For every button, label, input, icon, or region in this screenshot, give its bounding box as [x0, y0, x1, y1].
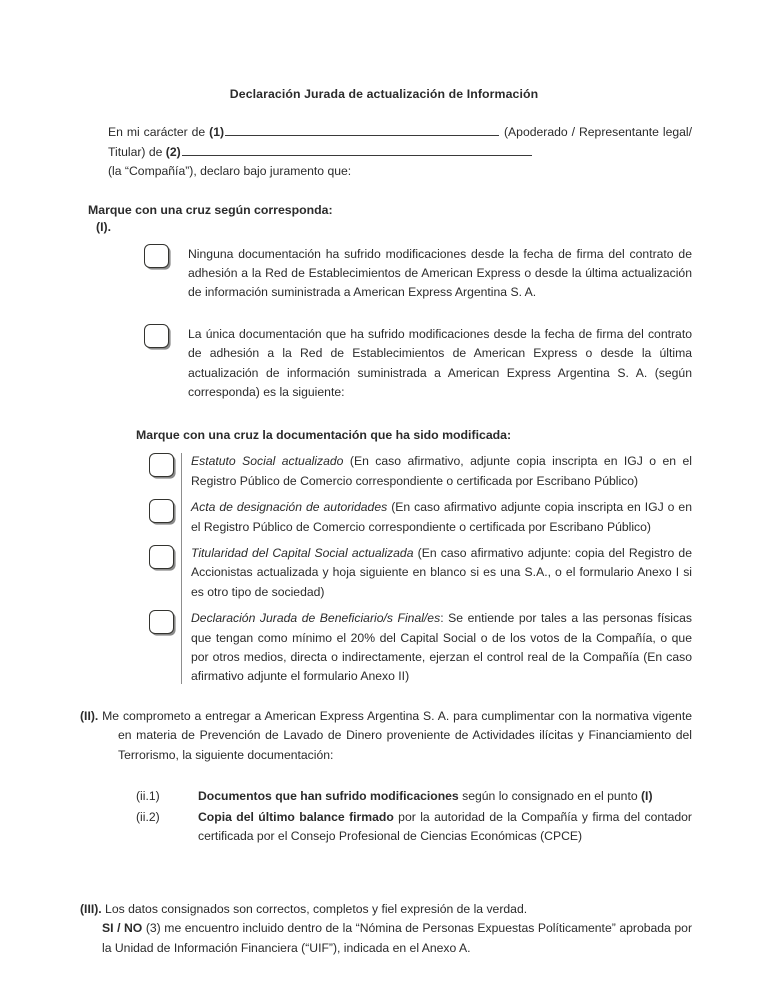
intro-marker-2: (2): [165, 144, 181, 159]
intro-paragraph: [0, 101, 768, 182]
subitem-rest-text: según lo consignado en el punto: [458, 789, 641, 804]
document-item-description: (En caso afirmativo, adjunte copia inscripta en IGJ o en el Registro Público de Comercio correspondiente o certificada por Escribano Público): [191, 454, 693, 488]
section-2-paragraph: [0, 687, 768, 766]
intro-text-part1: En mi carácter de: [108, 125, 210, 139]
document-item: [149, 608, 692, 687]
page-title: Declaración Jurada de actualización de Información: [229, 87, 539, 101]
section-2-text: Me comprometo a entregar a American Express Argentina S. A. para cumplimentar con la normativa vigente en materia de Prevención de Lavado de Dinero proveniente de Actividades ilícitas y Financiamiento del Terrorismo, la siguiente documentación:: [98, 708, 692, 762]
option-2-text: La única documentación que ha sufrido modificaciones desde la fecha de firma del contrato de adhesión a la Red de Establecimientos de American Express o desde la última actualización de información suministrada a American Express Argentina S. A. (según corresponda) es la siguiente:: [188, 326, 692, 399]
intro-marker-1: (1): [209, 125, 225, 139]
section-3-roman-label: (III).: [80, 901, 102, 916]
section-3-paragraph: [0, 848, 768, 959]
section-2-roman-label: (II).: [80, 708, 99, 723]
list-vertical-rule: [181, 453, 182, 683]
blank-field-1[interactable]: [225, 124, 499, 136]
blank-field-2[interactable]: [182, 144, 532, 156]
section-1-heading: Marque con una cruz según corresponda:: [88, 202, 333, 217]
document-item-description: (En caso afirmativo adjunte: copia del Registro de Accionistas actualizada y hoja siguiente en blanco si es una S.A., o el formulario Anexo I si es otro tipo de sociedad): [191, 545, 692, 599]
section-1-sub-heading: Marque con una cruz la documentación que ha sido modificada:: [136, 428, 512, 443]
section-3-text-2: (3) me encuentro incluido dentro de la “Nómina de Personas Expuestas Políticamente” aprobada por la Unidad de Información Financiera (“UIF”), indicada en el Anexo A.: [102, 921, 692, 955]
checkbox-ninguna-documentacion[interactable]: [144, 244, 169, 268]
subitem-rest-text: por la autoridad de la Compañía y firma del contador certificada por el Consejo Profesional de Ciencias Económicas (CPCE): [198, 809, 692, 844]
section-3-line-2: [80, 919, 692, 958]
section-1-roman-label: (I).: [96, 219, 112, 234]
modified-documents-list: [0, 451, 768, 686]
checkbox-estatuto-social[interactable]: [149, 453, 174, 477]
document-item: [149, 543, 692, 602]
checkbox-beneficiario-final[interactable]: [149, 610, 174, 634]
pep-choice-si-no[interactable]: SI / NO: [102, 921, 143, 936]
intro-text-part2: (Apoderado / Representante legal/ Titular) de: [108, 125, 692, 159]
subitem-body: [198, 808, 692, 847]
checkbox-acta-designacion[interactable]: [149, 499, 174, 523]
checkbox-unica-documentacion[interactable]: [144, 324, 169, 348]
subitem-body: [198, 787, 692, 806]
option-1-text: Ninguna documentación ha sufrido modificaciones desde la fecha de firma del contrato de adhesión a la Red de Establecimientos de American Express o desde la última actualización de información suministrada a American Express Argentina S. A.: [188, 246, 692, 300]
section-3-line-1: [80, 900, 692, 920]
subitem-rest-bold: (I): [641, 789, 653, 804]
section-3-text-1: Los datos consignados son correctos, completos y fiel expresión de la verdad.: [101, 901, 528, 916]
subitem-row: [136, 808, 692, 847]
document-item-title: Estatuto Social actualizado: [191, 454, 344, 469]
document-item-text: [174, 543, 692, 602]
subitem-bold-text: Copia del último balance firmado: [198, 809, 394, 824]
document-item-title: Acta de designación de autoridades: [191, 500, 388, 515]
section-2-body: [80, 707, 692, 766]
option-row-1: [0, 243, 768, 303]
subitem-tag: (ii.1): [136, 789, 160, 804]
document-item-text: [174, 608, 692, 687]
document-item-title: Titularidad del Capital Social actualizada: [191, 545, 414, 560]
subitem-bold-text: Documentos que han sufrido modificaciones: [198, 789, 459, 804]
subitem-tag: (ii.2): [136, 809, 160, 824]
document-item: [149, 451, 692, 491]
subitem-row: [136, 787, 692, 806]
document-item: [149, 497, 692, 537]
option-row-2: [0, 323, 768, 403]
document-item-text: [174, 497, 692, 537]
document-item-title: Declaración Jurada de Beneficiario/s Final/es: [191, 611, 441, 626]
document-item-description: (En caso afirmativo adjunte copia inscripta en IGJ o en el Registro Público de Comercio correspondiente o certificada por Escribano Público): [191, 500, 692, 534]
document-item-text: [174, 451, 692, 491]
checkbox-titularidad-capital[interactable]: [149, 545, 174, 569]
document-item-description: : Se entiende por tales a las personas físicas que tengan como mínimo el 20% del Capital Social o de los votos de la Compañía, o que por otros medios, directa o indirectamente, ejerzan el control real de la Compañía (En caso afirmativo adjunte el formulario Anexo II): [191, 611, 692, 684]
section-2-subitems: [0, 765, 768, 846]
intro-text-part3: (la “Compañía”), declaro bajo juramento que:: [108, 164, 352, 178]
